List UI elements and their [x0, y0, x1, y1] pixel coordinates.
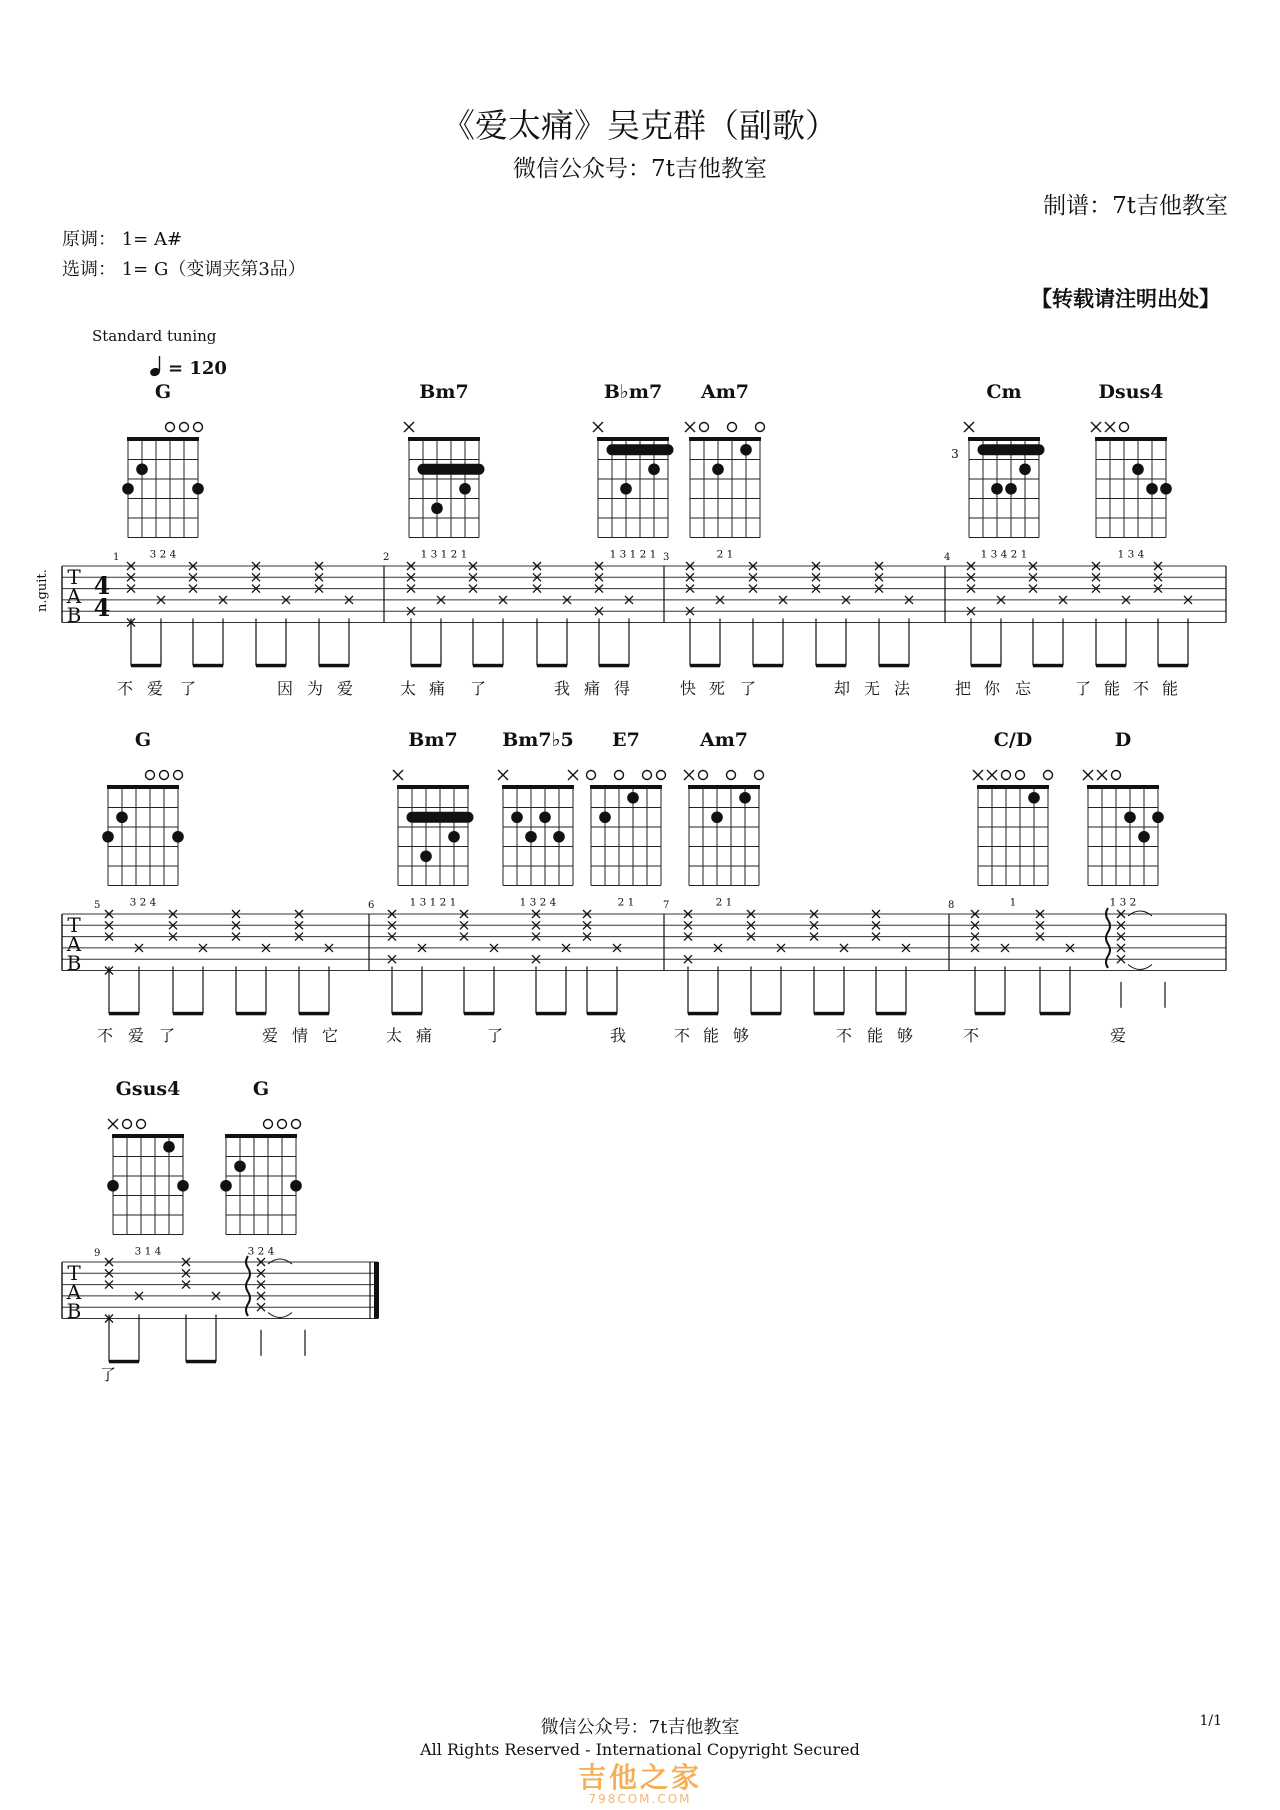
beam — [1033, 664, 1063, 668]
beam — [109, 1360, 139, 1364]
lyric-syllable: 不 — [673, 1026, 691, 1045]
beam — [599, 664, 629, 668]
finger-dot — [102, 831, 114, 843]
finger-dot — [177, 1180, 189, 1192]
muted-string-icon — [964, 422, 974, 432]
tab-letter: T — [67, 913, 81, 937]
chord-fingering: 1 3 2 4 — [519, 896, 557, 909]
tab-letter: B — [66, 1299, 82, 1323]
chord-name: Gsus4 — [115, 1078, 181, 1100]
lyric-syllable: 了 — [1074, 679, 1092, 698]
instrument-label: n.guit. — [35, 569, 50, 612]
finger-dot — [648, 463, 660, 475]
lyric-syllable: 爱 — [146, 679, 164, 698]
measure-number: 4 — [944, 552, 951, 563]
measure-number: 3 — [663, 552, 670, 563]
finger-dot — [739, 792, 751, 804]
open-string-icon — [278, 1120, 287, 1129]
chord-fingering: 1 3 1 2 1 — [609, 548, 657, 561]
lyric-syllable: 不 — [1132, 679, 1150, 698]
measure-number: 6 — [368, 900, 375, 911]
finger-dot — [1146, 483, 1158, 495]
beam — [690, 664, 720, 668]
chord-nut — [397, 785, 469, 789]
finger-dot — [1005, 483, 1017, 495]
muted-string-icon — [987, 770, 997, 780]
lyric-syllable: 太 — [399, 679, 417, 698]
chord-fingering: 3 2 4 — [149, 548, 177, 561]
beam — [587, 1012, 617, 1016]
tab-letter: B — [66, 951, 82, 975]
beam — [876, 1012, 906, 1016]
lyric-syllable: 爱 — [127, 1026, 145, 1045]
lyric-syllable: 太 — [385, 1026, 403, 1045]
chord-name: Am7 — [699, 729, 749, 751]
open-string-icon — [180, 423, 189, 432]
muted-string-icon — [1097, 770, 1107, 780]
chord-fingering: 1 — [1009, 896, 1017, 909]
open-string-icon — [727, 771, 736, 780]
open-string-icon — [728, 423, 737, 432]
beam — [186, 1360, 216, 1364]
chord-nut — [689, 437, 761, 441]
finger-dot — [712, 463, 724, 475]
tab-letter: T — [67, 565, 81, 589]
muted-string-icon — [973, 770, 983, 780]
chord-fingering: 1 3 2 — [1109, 896, 1137, 909]
muted-string-icon — [393, 770, 403, 780]
beam — [879, 664, 909, 668]
final-barline — [374, 1262, 379, 1319]
tab-letter: A — [66, 584, 82, 608]
chord-name: B♭m7 — [603, 381, 663, 403]
lyric-syllable: 不 — [116, 679, 134, 698]
beam — [816, 664, 846, 668]
lyric-syllable: 死 — [708, 679, 726, 698]
finger-dot — [107, 1180, 119, 1192]
finger-dot — [192, 483, 204, 495]
chord-nut — [107, 785, 179, 789]
open-string-icon — [1044, 771, 1053, 780]
chord-nut — [1095, 437, 1167, 441]
finger-dot — [448, 831, 460, 843]
lyric-syllable: 爱 — [1109, 1026, 1127, 1045]
beam — [751, 1012, 781, 1016]
lyric-syllable: 够 — [732, 1026, 750, 1045]
open-string-icon — [700, 423, 709, 432]
chord-name: Bm7♭5 — [502, 729, 574, 751]
open-string-icon — [699, 771, 708, 780]
chord-name: Bm7 — [408, 729, 458, 751]
muted-string-icon — [1091, 422, 1101, 432]
finger-dot — [525, 831, 537, 843]
chord-fingering: 1 3 4 2 1 — [980, 548, 1028, 561]
open-string-icon — [1112, 771, 1121, 780]
lyric-syllable: 却 — [833, 679, 851, 698]
lyric-syllable: 情 — [291, 1026, 309, 1045]
open-string-icon — [264, 1120, 273, 1129]
lyric-syllable: 忘 — [1014, 679, 1032, 698]
open-string-icon — [292, 1120, 301, 1129]
chord-name: C/D — [993, 729, 1033, 751]
footer-copyright: All Rights Reserved - International Copyright Secured — [420, 1740, 860, 1759]
lyric-syllable: 法 — [893, 679, 911, 698]
finger-dot — [290, 1180, 302, 1192]
time-signature-bottom: 4 — [93, 593, 111, 622]
open-string-icon — [1120, 423, 1129, 432]
lyric-syllable: 了 — [179, 679, 197, 698]
tab-letter: A — [66, 1280, 82, 1304]
finger-dot — [991, 483, 1003, 495]
lyric-syllable: 了 — [99, 1365, 117, 1384]
beam — [319, 664, 349, 668]
lyric-syllable: 了 — [486, 1026, 504, 1045]
chord-nut — [112, 1134, 184, 1138]
beam — [299, 1012, 329, 1016]
open-string-icon — [755, 771, 764, 780]
finger-dot — [172, 831, 184, 843]
chord-nut — [1087, 785, 1159, 789]
beam — [236, 1012, 266, 1016]
beam — [814, 1012, 844, 1016]
muted-string-icon — [404, 422, 414, 432]
beam — [536, 1012, 566, 1016]
muted-string-icon — [593, 422, 603, 432]
lyric-syllable: 爱 — [336, 679, 354, 698]
chord-fingering: 1 3 1 2 1 — [420, 548, 468, 561]
lyric-syllable: 痛 — [415, 1026, 433, 1045]
measure-number: 7 — [663, 900, 670, 911]
beam — [1040, 1012, 1070, 1016]
finger-dot — [599, 811, 611, 823]
lyric-syllable: 爱 — [261, 1026, 279, 1045]
page-title: 《爱太痛》吴克群（副歌） — [442, 106, 838, 145]
lyric-syllable: 能 — [1103, 679, 1121, 698]
open-string-icon — [587, 771, 596, 780]
lyric-syllable: 为 — [306, 679, 324, 698]
chosen-key: 选调： 1= G（变调夹第3品） — [62, 259, 306, 280]
chord-name: G — [252, 1078, 270, 1100]
chord-nut — [225, 1134, 297, 1138]
lyric-syllable: 我 — [609, 1026, 627, 1045]
beam — [256, 664, 286, 668]
tie-icon — [268, 1313, 292, 1318]
finger-dot — [420, 850, 432, 862]
chord-name: Dsus4 — [1098, 381, 1164, 403]
finger-dot — [511, 811, 523, 823]
open-string-icon — [160, 771, 169, 780]
beam — [392, 1012, 422, 1016]
finger-dot — [459, 483, 471, 495]
open-string-icon — [643, 771, 652, 780]
lyric-syllable: 能 — [866, 1026, 884, 1045]
chord-name: Cm — [986, 381, 1022, 403]
finger-dot — [627, 792, 639, 804]
lyric-syllable: 我 — [553, 679, 571, 698]
beam — [753, 664, 783, 668]
lyric-syllable: 了 — [158, 1026, 176, 1045]
measure-number: 8 — [948, 900, 955, 911]
lyric-syllable: 你 — [983, 679, 1001, 698]
subtitle: 微信公众号：7t吉他教室 — [513, 156, 767, 182]
finger-dot — [711, 811, 723, 823]
finger-dot — [1132, 463, 1144, 475]
chord-nut — [502, 785, 574, 789]
open-string-icon — [1016, 771, 1025, 780]
chord-fingering: 2 1 — [715, 896, 733, 909]
chord-name: G — [154, 381, 172, 403]
muted-string-icon — [1083, 770, 1093, 780]
measure-number: 1 — [113, 552, 120, 563]
tab-letter: B — [66, 603, 82, 627]
open-string-icon — [174, 771, 183, 780]
repost-notice: 【转载请注明出处】 — [1031, 286, 1220, 311]
lyric-syllable: 能 — [702, 1026, 720, 1045]
beam — [109, 1012, 139, 1016]
muted-string-icon — [498, 770, 508, 780]
muted-string-icon — [1105, 422, 1115, 432]
finger-dot — [136, 463, 148, 475]
open-string-icon — [194, 423, 203, 432]
chord-fingering: 1 3 1 2 1 — [409, 896, 457, 909]
measure-number: 2 — [383, 552, 390, 563]
beam — [971, 664, 1001, 668]
finger-dot — [553, 831, 565, 843]
chord-nut — [590, 785, 662, 789]
muted-string-icon — [108, 1119, 118, 1129]
chord-name: E7 — [612, 729, 640, 751]
chord-fingering: 2 1 — [716, 548, 734, 561]
beam — [464, 1012, 494, 1016]
lyric-syllable: 能 — [1161, 679, 1179, 698]
watermark-url: 798COM.COM — [588, 1792, 692, 1806]
original-key: 原调： 1= A# — [62, 229, 183, 250]
chord-name: Am7 — [700, 381, 750, 403]
page-number: 1/1 — [1199, 1713, 1222, 1729]
finger-dot — [620, 483, 632, 495]
open-string-icon — [1002, 771, 1011, 780]
finger-dot — [122, 483, 134, 495]
muted-string-icon — [685, 422, 695, 432]
chord-nut — [977, 785, 1049, 789]
finger-dot — [740, 444, 752, 456]
measure-number: 5 — [94, 900, 101, 911]
finger-dot — [1019, 463, 1031, 475]
muted-string-icon — [568, 770, 578, 780]
finger-dot — [220, 1180, 232, 1192]
lyric-syllable: 了 — [739, 679, 757, 698]
beam — [975, 1012, 1005, 1016]
lyric-syllable: 因 — [276, 679, 294, 698]
lyric-syllable: 不 — [835, 1026, 853, 1045]
beam — [473, 664, 503, 668]
beam — [1096, 664, 1126, 668]
lyric-syllable: 够 — [896, 1026, 914, 1045]
open-string-icon — [657, 771, 666, 780]
lyric-syllable: 不 — [962, 1026, 980, 1045]
beam — [688, 1012, 718, 1016]
lyric-syllable: 它 — [321, 1026, 339, 1045]
beam — [193, 664, 223, 668]
finger-dot — [1138, 831, 1150, 843]
chord-fingering: 3 2 4 — [247, 1245, 275, 1258]
lyric-syllable: 了 — [469, 679, 487, 698]
lyric-syllable: 不 — [96, 1026, 114, 1045]
chord-nut — [127, 437, 199, 441]
finger-dot — [1124, 811, 1136, 823]
chord-nut — [597, 437, 669, 441]
open-string-icon — [146, 771, 155, 780]
open-string-icon — [756, 423, 765, 432]
open-string-icon — [615, 771, 624, 780]
lyric-syllable: 无 — [863, 679, 881, 698]
arranger-credit: 制谱：7t吉他教室 — [1043, 193, 1228, 219]
tempo-marking: = 120 — [168, 358, 227, 379]
time-signature-top: 4 — [93, 571, 111, 600]
chord-name: G — [134, 729, 152, 751]
chord-fingering: 1 3 4 — [1117, 548, 1145, 561]
open-string-icon — [166, 423, 175, 432]
beam — [1158, 664, 1188, 668]
measure-number: 9 — [94, 1248, 101, 1259]
lyric-syllable: 得 — [613, 679, 631, 698]
lyric-syllable: 快 — [679, 679, 697, 698]
finger-dot — [431, 502, 443, 514]
chord-name: Bm7 — [419, 381, 469, 403]
lyric-syllable: 把 — [954, 679, 972, 698]
chord-fret-label: 3 — [951, 447, 959, 461]
chord-name: D — [1114, 729, 1132, 751]
chord-fingering: 3 2 4 — [129, 896, 157, 909]
muted-string-icon — [684, 770, 694, 780]
tab-letter: A — [66, 932, 82, 956]
beam — [537, 664, 567, 668]
open-string-icon — [123, 1120, 132, 1129]
finger-dot — [1028, 792, 1040, 804]
finger-dot — [163, 1141, 175, 1153]
beam — [173, 1012, 203, 1016]
finger-dot — [539, 811, 551, 823]
watermark-logo: 吉他之家 — [577, 1761, 702, 1794]
tuning-label: Standard tuning — [92, 327, 217, 345]
chord-nut — [688, 785, 760, 789]
finger-dot — [1152, 811, 1164, 823]
beam — [131, 664, 161, 668]
beam — [411, 664, 441, 668]
footer-wechat: 微信公众号：7t吉他教室 — [540, 1717, 740, 1738]
finger-dot — [234, 1160, 246, 1172]
chord-nut — [968, 437, 1040, 441]
open-string-icon — [137, 1120, 146, 1129]
lyric-syllable: 痛 — [583, 679, 601, 698]
tie-icon — [1128, 965, 1152, 970]
finger-dot — [1160, 483, 1172, 495]
chord-fingering: 2 1 — [617, 896, 635, 909]
lyric-syllable: 痛 — [428, 679, 446, 698]
chord-fingering: 3 1 4 — [134, 1245, 162, 1258]
chord-nut — [408, 437, 480, 441]
finger-dot — [116, 811, 128, 823]
tab-letter: T — [67, 1261, 81, 1285]
